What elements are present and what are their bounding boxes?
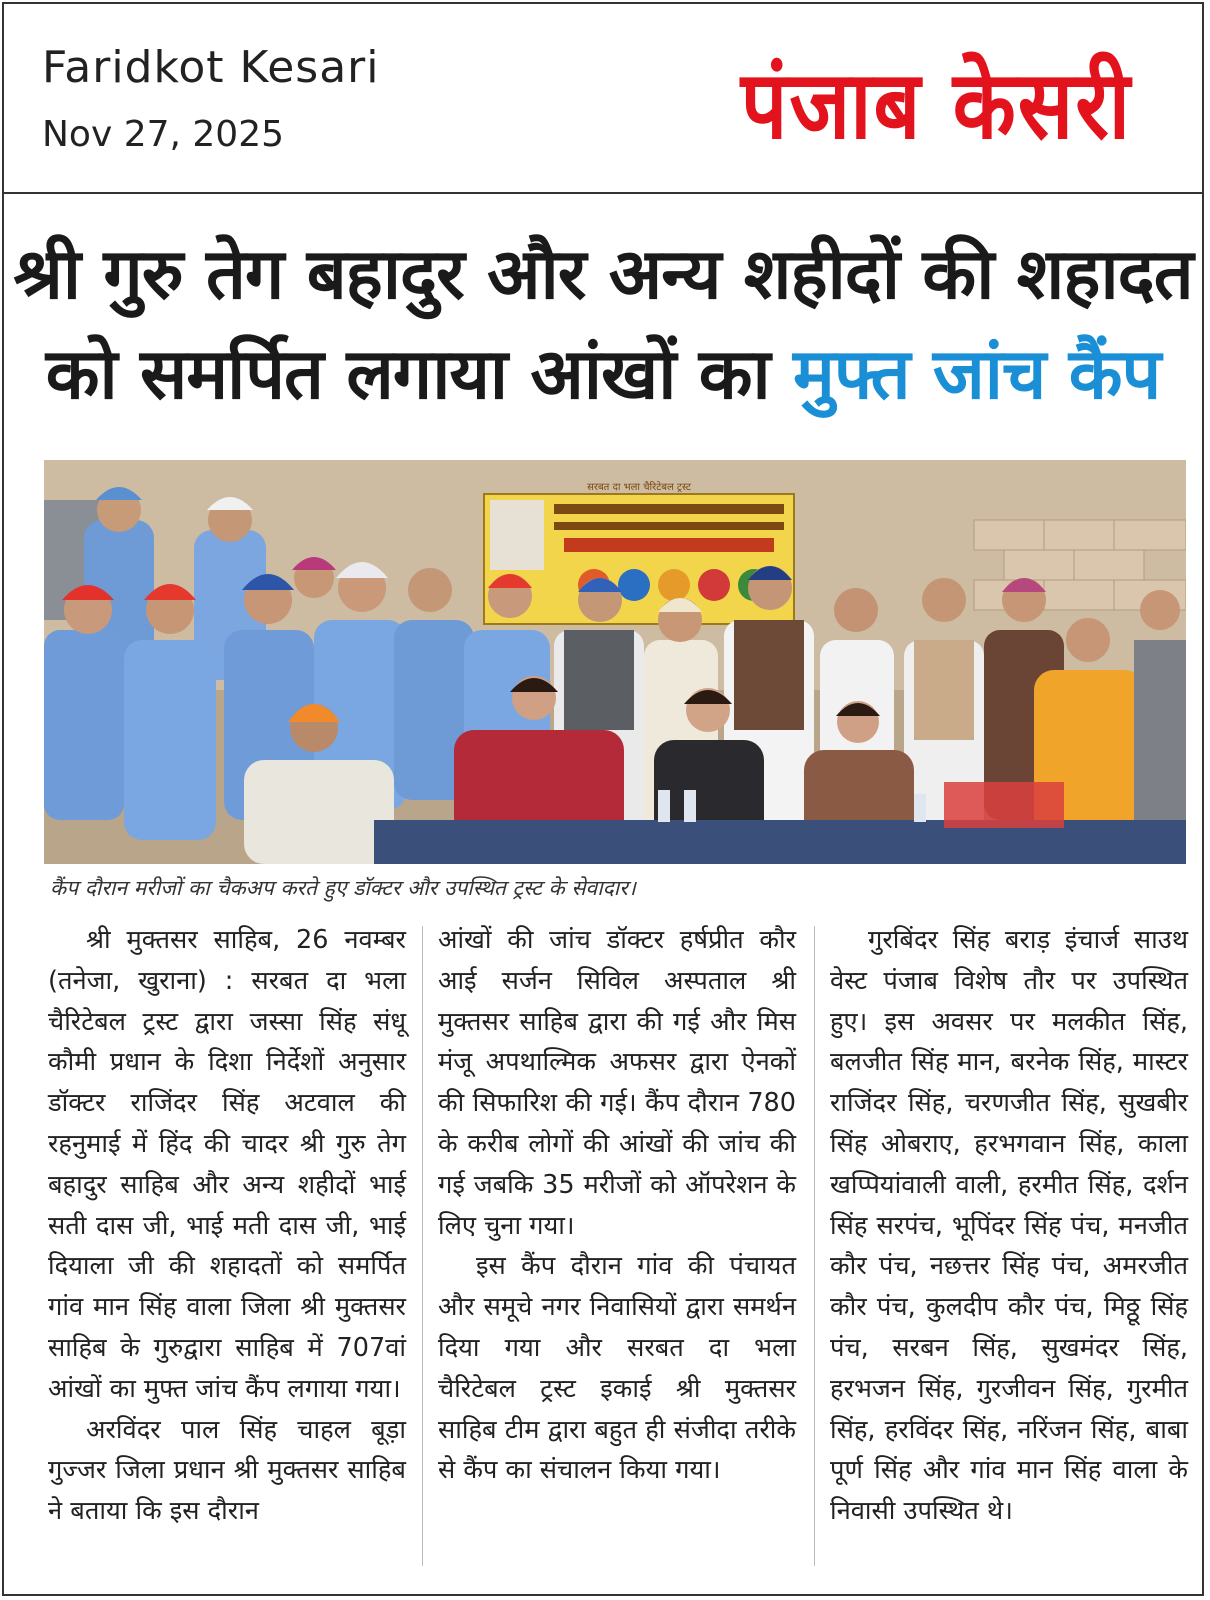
publication-date: Nov 27, 2025 xyxy=(42,114,285,155)
column-1-paragraph-1: श्री मुक्तसर साहिब, 26 नवम्बर (तनेजा, खुराना) : सरबत दा भला चैरिटेबल ट्रस्ट द्वारा जस्सा सिंह संधू कौमी प्रधान के दिशा निर्देशों अनुसार डॉक्टर राजिंदर सिंह अटवाल की रहनुमाई में हिंद की चादर श्री गुरु तेग बहादुर साहिब और अन्य शहीदों भाई सती दास जी, भाई मती दास जी, भाई दियाला जी की शहादतों को समर्पित गांव मान सिंह वाला जिला श्री मुक्तसर साहिब के गुरुद्वारा साहिब में 707वां आंखों का मुफ्त जांच कैंप लगाया गया। xyxy=(48,925,406,1404)
column-3-paragraph-1: गुरबिंदर सिंह बराड़ इंचार्ज साउथ वेस्ट पंजाब विशेष तौर पर उपस्थित हुए। इस अवसर पर मलकीत सिंह, बलजीत सिंह मान, बरनेक सिंह, मास्टर राजिंदर सिंह, चरणजीत सिंह, सुखबीर सिंह ओबराए, हरभगवान सिंह, काला खप्पियांवाली वाली, हरमीत सिंह, दर्शन सिंह सरपंच, भूपिंदर सिंह पंच, मनजीत कौर पंच, नछत्तर सिंह पंच, अमरजीत कौर पंच, कुलदीप कौर पंच, मिठ्ठू सिंह पंच, सरबन सिंह, सुखमंदर सिंह, हरभजन सिंह, गुरजीवन सिंह, गुरमीत सिंह, हरविंदर सिंह, नरिंजन सिंह, बाबा पूर्ण सिंह और गांव मान सिंह वाला के निवासी उपस्थित थे। xyxy=(830,925,1188,1527)
group-photo-illustration xyxy=(44,460,1186,864)
banner-text: सरबत दा भला चैरिटेबल ट्रस्ट xyxy=(587,482,691,493)
column-divider xyxy=(814,926,815,1566)
headline-line-1: श्री गुरु तेग बहादुर और अन्य शहीदों की शहादत xyxy=(13,233,1193,315)
column-1-paragraph-2: अरविंदर पाल सिंह चाहल बूड़ा गुज्जर जिला प्रधान श्री मुक्तसर साहिब ने बताया कि इस दौरान xyxy=(48,1414,406,1527)
punjab-kesari-logo: पंजाब केसरी xyxy=(740,51,1132,161)
newspaper-clipping xyxy=(2,2,1204,1596)
article-body xyxy=(44,920,1186,1580)
article-column-2 xyxy=(438,920,796,1491)
headline-accent: मुफ्त जांच कैंप xyxy=(792,333,1161,415)
source-name: Faridkot Kesari xyxy=(42,42,380,93)
article-column-3 xyxy=(830,920,1188,1532)
headline-line-2-main: को समर्पित लगाया आंखों का xyxy=(45,333,793,415)
article-column-1 xyxy=(48,920,406,1532)
clipping-header xyxy=(4,4,1202,194)
news-photo xyxy=(44,460,1186,864)
column-2-paragraph-1: आंखों की जांच डॉक्टर हर्षप्रीत कौर आई सर्जन सिविल अस्पताल श्री मुक्तसर साहिब द्वारा की गई और मिस मंजू अपथाल्मिक अफसर द्वारा ऐनकों की सिफारिश की गई। कैंप दौरान 780 के करीब लोगों की आंखों की जांच की गई जबकि 35 मरीजों को ऑपरेशन के लिए चुना गया। xyxy=(438,925,796,1241)
column-divider xyxy=(422,926,423,1566)
headline-line-2 xyxy=(4,324,1202,424)
photo-caption: कैंप दौरान मरीजों का चैकअप करते हुए डॉक्टर और उपस्थित ट्रस्ट के सेवादार। xyxy=(50,876,636,900)
column-2-paragraph-2: इस कैंप दौरान गांव की पंचायत और समूचे नगर निवासियों द्वारा समर्थन दिया गया और सरबत दा भला चैरिटेबल ट्रस्ट इकाई श्री मुक्तसर साहिब टीम द्वारा बहुत ही संजीदा तरीके से कैंप का संचालन किया गया। xyxy=(438,1251,796,1486)
headline xyxy=(4,224,1202,424)
